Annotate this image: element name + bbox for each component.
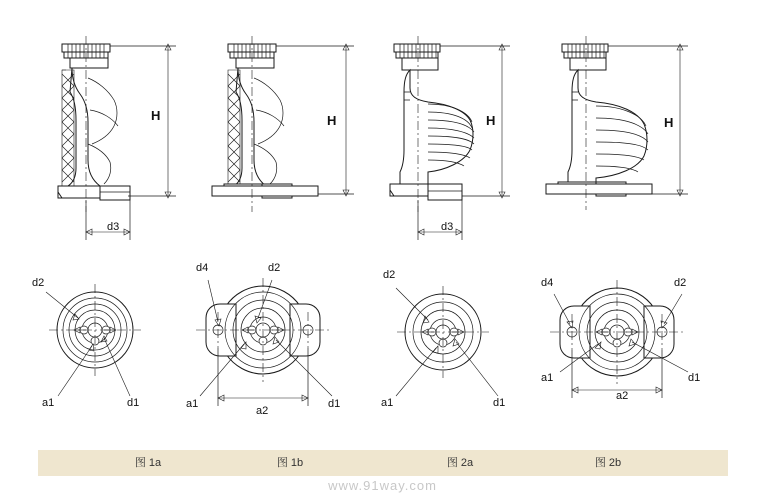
dimension-label-d1-1a: d1	[127, 397, 140, 409]
dimension-label-a1-2b: a1	[541, 372, 554, 384]
dimension-label-h-2b: H	[664, 115, 674, 130]
figure-2b-plan	[550, 280, 688, 398]
dimension-label-a1-1a: a1	[42, 397, 55, 409]
dimension-label-a2-2b: a2	[616, 390, 629, 402]
dimension-label-d1-2a: d1	[493, 397, 506, 409]
figure-2a-plan	[396, 286, 498, 396]
dimension-label-d2-1a: d2	[32, 277, 45, 289]
dimension-label-d3-1a: d3	[107, 221, 120, 233]
dimension-label-d1-1b: d1	[328, 398, 341, 410]
caption-figure-1a: 图 1a	[134, 457, 162, 469]
dimension-label-d2-2b: d2	[674, 277, 687, 289]
dimension-label-d3-2a: d3	[441, 221, 454, 233]
watermark: www.91way.com	[328, 478, 437, 493]
caption-figure-2a: 图 2a	[446, 457, 474, 469]
figure-2a-elevation	[390, 36, 510, 240]
dimension-label-d1-2b: d1	[688, 372, 701, 384]
dimension-label-d2-2a: d2	[383, 269, 396, 281]
caption-figure-1b: 图 1b	[276, 457, 304, 469]
dimension-label-d2-1b: d2	[268, 262, 281, 274]
dimension-label-a1-1b: a1	[186, 398, 199, 410]
dimension-label-h-1b: H	[327, 113, 337, 128]
dimension-label-h-1a: H	[151, 108, 161, 123]
caption-figure-2b: 图 2b	[594, 457, 622, 469]
dimension-label-h-2a: H	[486, 113, 496, 128]
figure-1a-elevation	[58, 36, 176, 240]
dimension-label-a2-1b: a2	[256, 405, 269, 417]
dimension-label-d4-2b: d4	[541, 277, 554, 289]
dimension-label-d4-1b: d4	[196, 262, 209, 274]
figure-1a-plan	[46, 284, 141, 396]
dimension-label-a1-2a: a1	[381, 397, 394, 409]
figure-1b-plan	[196, 278, 332, 406]
